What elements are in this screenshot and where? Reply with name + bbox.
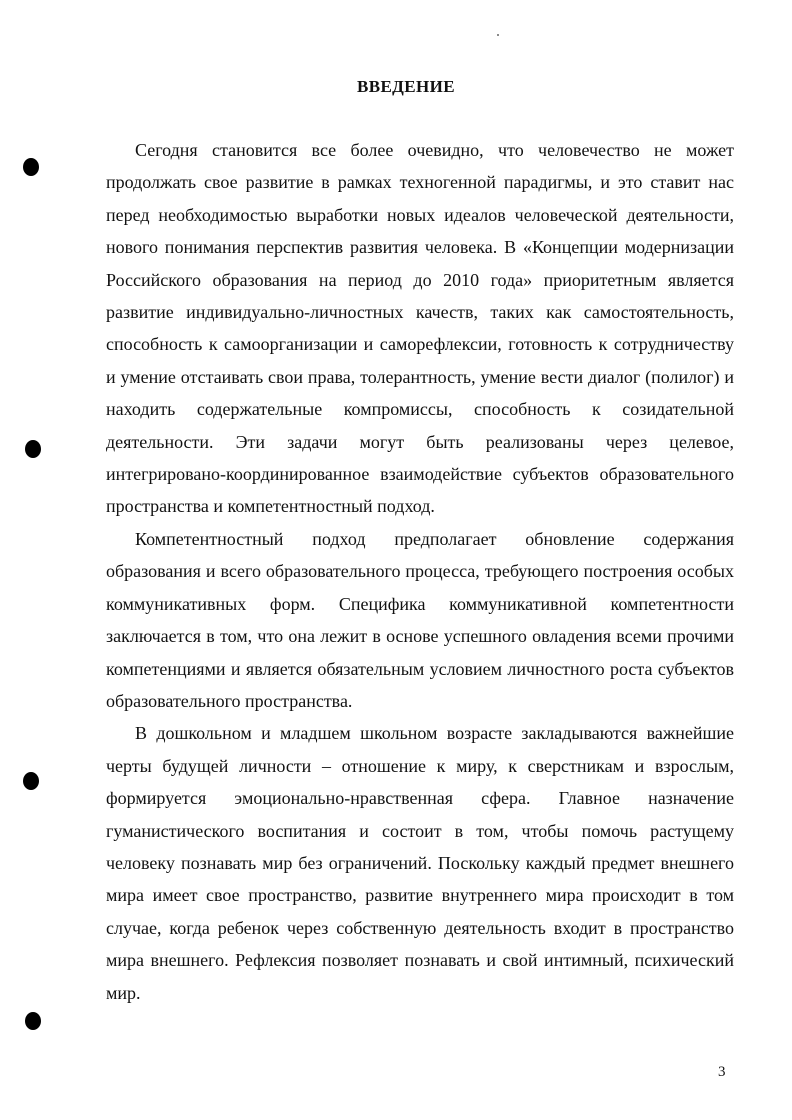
paragraph: В дошкольном и младшем школьном возрасте закладываются важнейшие черты будущей личности – отношение к миру, к сверстникам и взрослым, формируется эмоционально-нравственная сфера. Главное назначение гуманистического воспитания и состоит в том, чтобы помочь растущему человеку познавать мир без ограничений. Поскольку каждый предмет внешнего мира имеет свое пространство, развитие внутреннего мира происходит в том случае, когда ребенок через собственную деятельность входит в пространство мира внешнего. Рефлексия позволяет познавать и свой интимный, психический мир. — [106, 723, 734, 1003]
binder-hole — [23, 772, 39, 790]
scan-speck — [497, 34, 499, 36]
binder-hole — [23, 158, 39, 176]
binder-hole — [25, 1012, 41, 1030]
paragraph: Компетентностный подход предполагает обновление содержания образования и всего образовательного процесса, требующего построения особых коммуникативных форм. Специфика коммуникативной компетентности заключается в том, что она лежит в основе успешного овладения всеми прочими компетенциями и является обязательным условием личностного роста субъектов образовательного пространства. — [106, 528, 734, 711]
paragraph: Сегодня становится все более очевидно, что человечество не может продолжать свое развитие в рамках техногенной парадигмы, и это ставит нас перед необходимостью выработки новых идеалов человеческой деятельности, нового понимания перспектив развития человека. В «Концепции модернизации Российского образования на период до 2010 года» приоритетным является развитие индивидуально-личностных качеств, таких как самостоятельность, способность к самоорганизации и саморефлексии, готовность к сотрудничеству и умение отстаивать свои права, толерантность, умение вести диалог (полилог) и находить содержательные компромиссы, способность к созидательной деятельности. Эти задачи могут быть реализованы через целевое, интегрировано-координированное взаимодействие субъектов образовательного пространства и компетентностный подход. — [106, 140, 734, 517]
body-text — [106, 134, 734, 1009]
binder-hole — [25, 440, 41, 458]
page-number: 3 — [718, 1064, 726, 1080]
section-title: ВВЕДЕНИЕ — [356, 77, 456, 96]
